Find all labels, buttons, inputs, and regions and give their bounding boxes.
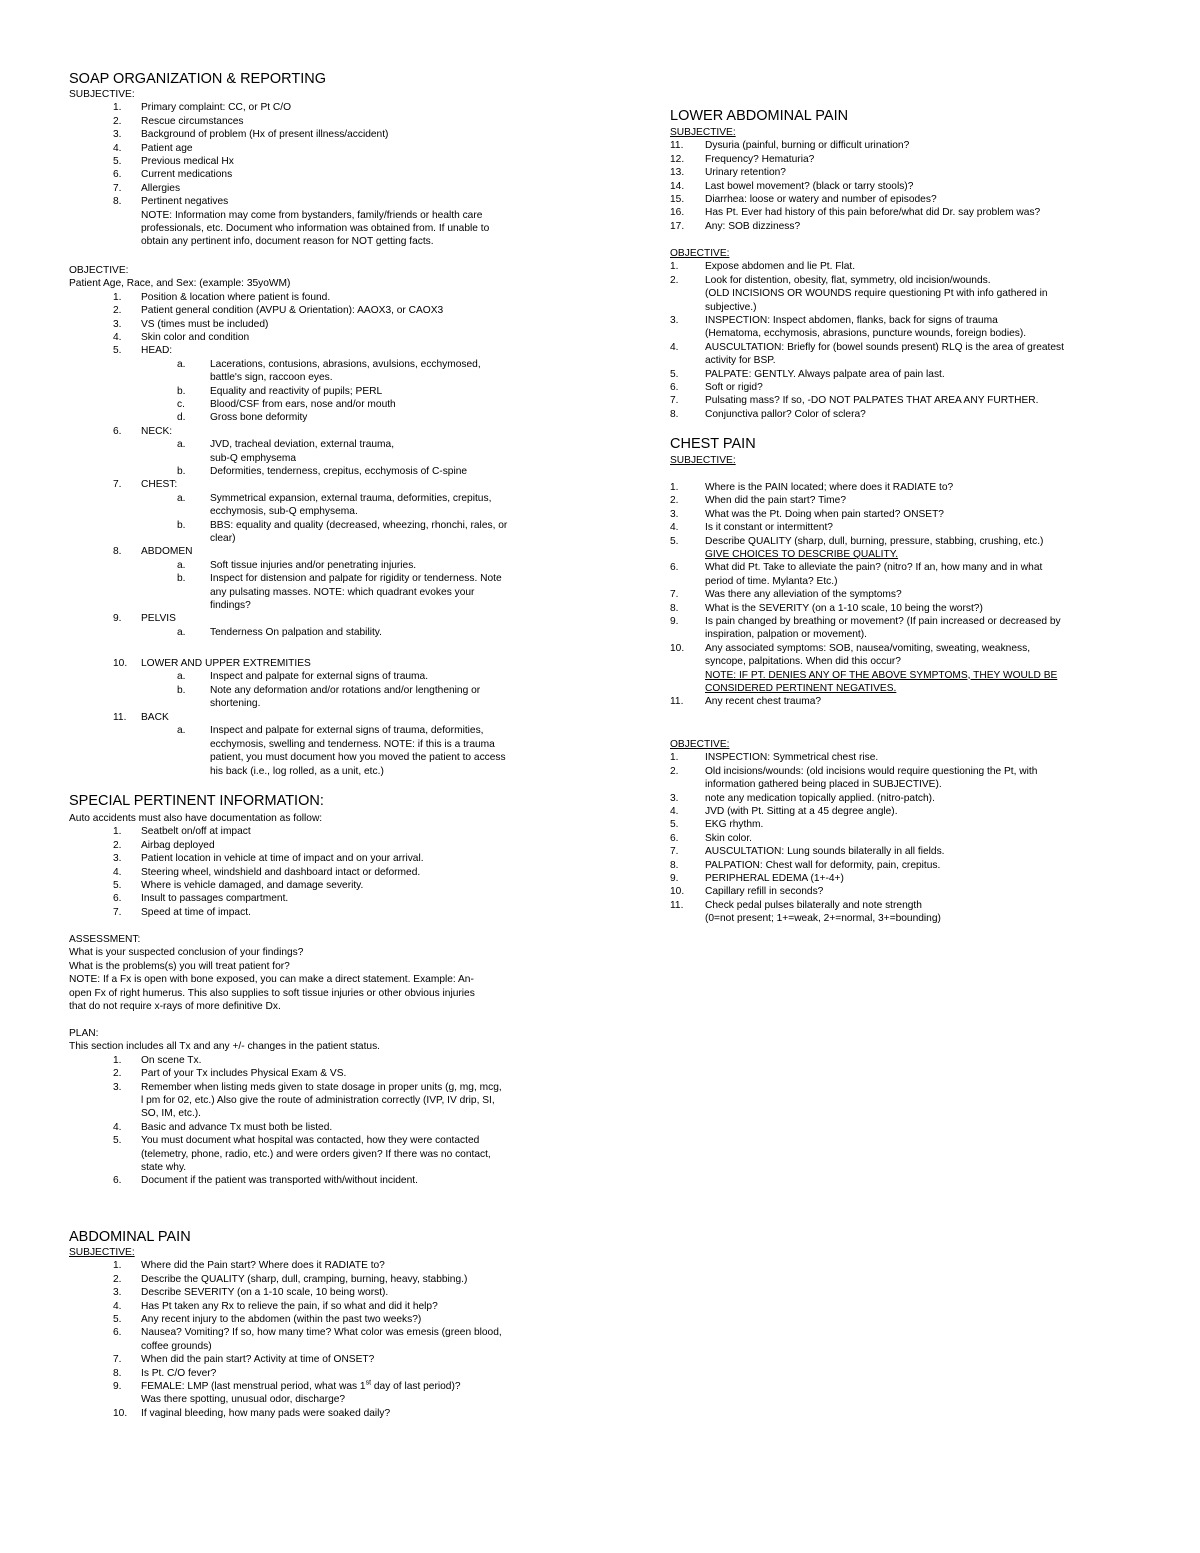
list-item-number: 11. (670, 696, 684, 708)
list-item-number: 10. (113, 1407, 128, 1419)
list-item-text: When did the pain start? Activity at time of ONSET? (141, 1354, 375, 1366)
list-item-text: INSPECTION: Inspect abdomen, flanks, back for signs of trauma (705, 315, 998, 326)
list-item-text: Pulsating mass? If so, -DO NOT PALPATES THAT AREA ANY FURTHER. (705, 395, 1039, 407)
list-item-text: Previous medical Hx (141, 156, 234, 167)
list-item-text: What is the SEVERITY (on a 1-10 scale, 10 being the worst?) (705, 602, 983, 614)
list-item-text: Patient age (141, 142, 193, 154)
sub-item-text: Inspect and palpate for external signs of trauma. (210, 671, 429, 683)
list-item-text: You must document what hospital was contacted, how they were contacted (141, 1135, 480, 1147)
list-item-text: Seatbelt on/off at impact (141, 826, 251, 838)
lmp-text-end: day of last period)? (371, 1381, 461, 1392)
sub-item-text: Symmetrical expansion, external trauma, deformities, crepitus, (210, 492, 492, 504)
list-item-text: SO, IM, etc.). (141, 1108, 202, 1120)
assessment-line: What is the problems(s) you will treat patient for? (69, 960, 290, 972)
list-item-number: 2. (113, 839, 122, 851)
list-item-number: 7. (670, 589, 679, 601)
chest-pain-title: CHEST PAIN (670, 436, 756, 452)
list-item-number: 5. (113, 1314, 122, 1325)
list-item-number: 1. (670, 261, 679, 273)
list-item-text: If vaginal bleeding, how many pads were soaked daily? (141, 1407, 391, 1419)
list-item-number: 7. (670, 395, 679, 407)
list-item-text: Current medications (141, 169, 233, 181)
list-item-text: Urinary retention? (705, 167, 786, 179)
list-item-text: Skin color. (705, 832, 752, 844)
list-item-number: 8. (113, 1367, 122, 1379)
list-item-number: 14. (670, 180, 685, 192)
sub-item-text: Tenderness On palpation and stability. (210, 626, 382, 638)
objective-intro: Patient Age, Race, and Sex: (example: 35yoWM) (69, 278, 291, 290)
list-item-text: Basic and advance Tx must both be listed. (141, 1121, 333, 1133)
list-item-text: Steering wheel, windshield and dashboard intact or deformed. (141, 866, 421, 878)
list-item-text: Frequency? Hematuria? (705, 153, 815, 165)
sub-item-text: clear) (210, 533, 236, 544)
list-item-number: 1. (113, 1260, 122, 1272)
list-item-number: 16. (670, 207, 685, 219)
list-item-text: Allergies (141, 182, 181, 194)
list-item-number: 4. (113, 1121, 122, 1133)
list-item-number: 5. (113, 345, 122, 357)
list-item-text (141, 1380, 461, 1393)
list-item-number: 3. (670, 315, 679, 326)
list-item-text: Part of your Tx includes Physical Exam & VS. (141, 1068, 347, 1080)
list-item-text: subjective.) (705, 301, 757, 313)
section-number: 10. (113, 658, 128, 669)
list-item-number: 7. (113, 1354, 122, 1366)
special-info-title: SPECIAL PERTINENT INFORMATION: (69, 793, 324, 809)
list-item-number: 4. (113, 142, 122, 154)
pertinent-negatives-note: NOTE: IF PT. DENIES ANY OF THE ABOVE SYMPTOMS, THEY WOULD BE (705, 669, 1058, 681)
list-item-number: 4. (670, 341, 679, 353)
sub-item-letter: a. (177, 358, 186, 370)
sub-item-letter: a. (177, 626, 186, 638)
sub-item-letter: a. (177, 671, 186, 683)
list-item-text: PERIPHERAL EDEMA (1+-4+) (705, 873, 844, 884)
list-item-number: 6. (113, 1327, 122, 1339)
list-item-text: Primary complaint: CC, or Pt C/O (141, 102, 292, 114)
list-item-number: 2. (113, 115, 122, 127)
list-item-number: 5. (113, 156, 122, 167)
list-item-text: PALPATE: GENTLY. Always palpate area of pain last. (705, 368, 945, 380)
list-item-number: 4. (670, 522, 679, 534)
sub-item-letter: a. (177, 439, 186, 451)
list-item-number: 4. (670, 806, 679, 817)
list-item-text: Patient location in vehicle at time of impact and on your arrival. (141, 853, 424, 865)
list-item-text: JVD (with Pt. Sitting at a 45 degree angle). (705, 806, 898, 817)
list-item-number: 4. (113, 866, 122, 878)
list-item-text: Skin color and condition (141, 332, 250, 343)
note-line: NOTE: Information may come from bystanders, family/friends or health care (141, 209, 483, 221)
list-item-text: Expose abdomen and lie Pt. Flat. (705, 261, 856, 273)
list-item-text: Was there spotting, unusual odor, discharge? (141, 1394, 346, 1406)
list-item-text: Soft or rigid? (705, 382, 763, 393)
list-item-text: INSPECTION: Symmetrical chest rise. (705, 752, 879, 764)
list-item-text: Pertinent negatives (141, 196, 229, 208)
list-item-number: 3. (113, 1287, 122, 1299)
list-item-number: 9. (670, 873, 679, 884)
list-item-number: 7. (670, 846, 679, 858)
sub-item-text: battle's sign, raccoon eyes. (210, 372, 333, 384)
list-item-number: 6. (113, 1175, 122, 1187)
abdominal-pain-title: ABDOMINAL PAIN (69, 1229, 191, 1245)
list-item-number: 8. (670, 408, 679, 420)
list-item-number: 6. (670, 382, 679, 393)
list-item-number: 15. (670, 194, 685, 205)
list-item-number: 3. (113, 318, 122, 330)
page-title: SOAP ORGANIZATION & REPORTING (69, 71, 327, 87)
lower-abd-subjective-heading: SUBJECTIVE: (670, 127, 736, 138)
list-item-number: 2. (670, 274, 679, 286)
list-item-number: 3. (113, 853, 122, 865)
section-label: LOWER AND UPPER EXTREMITIES (141, 658, 311, 669)
list-item-number: 5. (670, 819, 679, 831)
sub-item-text: any pulsating masses. NOTE: which quadrant evokes your (210, 586, 475, 598)
list-item-text: Diarrhea: loose or watery and number of episodes? (705, 194, 937, 205)
list-item-number: 11. (670, 140, 684, 152)
list-item-text: (telemetry, phone, radio, etc.) and were orders given? If there was no contact, (141, 1148, 491, 1160)
list-item-text: AUSCULTATION: Briefly for (bowel sounds present) RLQ is the area of greatest (705, 341, 1064, 353)
list-item-number: 8. (670, 859, 679, 871)
list-item-text: Document if the patient was transported with/without incident. (141, 1175, 418, 1187)
list-item-number: 6. (113, 893, 122, 905)
section-number: 9. (113, 613, 122, 625)
sub-item-text: his back (i.e., log rolled, as a unit, etc.) (210, 765, 384, 777)
list-item-text: Conjunctiva pallor? Color of sclera? (705, 408, 866, 420)
sub-item-text: findings? (210, 600, 251, 611)
list-item-number: 2. (113, 305, 122, 317)
lower-abdominal-title: LOWER ABDOMINAL PAIN (670, 108, 849, 124)
list-item-text: Last bowel movement? (black or tarry stools)? (705, 180, 914, 192)
abdominal-subjective-heading: SUBJECTIVE: (69, 1247, 135, 1258)
list-item-text: Check pedal pulses bilaterally and note strength (705, 899, 922, 911)
list-item-text: coffee grounds) (141, 1340, 212, 1352)
sub-item-text: ecchymosis, sub-Q emphysema. (210, 506, 358, 518)
sub-item-text: ecchymosis, swelling and tenderness. NOTE: if this is a trauma (210, 738, 495, 750)
list-item-number: 9. (670, 616, 679, 627)
list-item-text: inspiration, palpation or movement). (705, 629, 867, 641)
sub-item-text: Inspect and palpate for external signs of trauma, deformities, (210, 725, 484, 737)
list-item-text: period of time. Mylanta? Etc.) (705, 575, 838, 587)
list-item-text: AUSCULTATION: Lung sounds bilaterally in all fields. (705, 846, 945, 858)
sub-item-text: Gross bone deformity (210, 412, 308, 424)
list-item-number: 5. (670, 368, 679, 380)
list-item-number: 6. (670, 562, 679, 574)
list-item-text: Has Pt taken any Rx to relieve the pain, if so what and did it help? (141, 1300, 438, 1312)
list-item-number: 5. (670, 535, 679, 547)
superscript-st: st (365, 1379, 372, 1387)
list-item-text: VS (times must be included) (141, 318, 269, 330)
assessment-line: that do not require x-rays of more definitive Dx. (69, 1001, 281, 1012)
list-item-text: Where is vehicle damaged, and damage severity. (141, 880, 364, 891)
assessment-line: What is your suspected conclusion of your findings? (69, 947, 304, 959)
list-item-text: (Hematoma, ecchymosis, abrasions, puncture wounds, foreign bodies). (705, 328, 1027, 340)
list-item-number: 2. (113, 1068, 122, 1080)
list-item-number: 6. (670, 832, 679, 844)
list-item-number: 7. (113, 182, 122, 194)
list-item-number: 1. (670, 752, 679, 764)
list-item-text: Was there any alleviation of the symptoms? (705, 589, 902, 601)
sub-item-letter: b. (177, 684, 186, 696)
chest-subjective-heading: SUBJECTIVE: (670, 455, 736, 466)
list-item-number: 8. (670, 602, 679, 614)
plan-heading: PLAN: (69, 1028, 99, 1039)
list-item-text: Look for distention, obesity, flat, symmetry, old incision/wounds. (705, 274, 991, 286)
list-item-number: 1. (113, 826, 122, 838)
sub-item-text: sub-Q emphysema (210, 452, 297, 464)
list-item-text: state why. (141, 1162, 187, 1173)
list-item-text: l pm for 02, etc.) Also give the route of administration correctly (IVP, IV drip, SI, (141, 1095, 495, 1106)
quality-note: GIVE CHOICES TO DESCRIBE QUALITY. (705, 549, 899, 560)
sub-item-text: Blood/CSF from ears, nose and/or mouth (210, 399, 396, 410)
list-item-text: Where is the PAIN located; where does it RADIATE to? (705, 482, 954, 493)
sub-item-letter: b. (177, 573, 186, 585)
list-item-text: Any recent chest trauma? (705, 696, 822, 708)
lower-abd-objective-heading: OBJECTIVE: (670, 248, 730, 259)
list-item-number: 12. (670, 153, 685, 165)
sub-item-letter: b. (177, 385, 186, 397)
lmp-text: FEMALE: LMP (last menstrual period, what was 1 (141, 1381, 366, 1392)
list-item-number: 3. (113, 1081, 122, 1093)
plan-intro: This section includes all Tx and any +/- changes in the patient status. (69, 1041, 380, 1053)
list-item-text: Speed at time of impact. (141, 906, 251, 918)
list-item-text: Remember when listing meds given to state dosage in proper units (g, mg, mcg, (141, 1081, 502, 1093)
list-item-text: Airbag deployed (141, 839, 215, 851)
list-item-number: 3. (670, 508, 679, 520)
list-item-text: What did Pt. Take to alleviate the pain? (nitro? If an, how many and in what (705, 562, 1043, 574)
list-item-number: 5. (113, 880, 122, 891)
section-label: ABDOMEN (141, 546, 193, 558)
section-number: 6. (113, 425, 122, 437)
list-item-text: PALPATION: Chest wall for deformity, pain, crepitus. (705, 859, 941, 871)
list-item-text: Any recent injury to the abdomen (within the past two weeks?) (141, 1314, 422, 1325)
sub-item-text: JVD, tracheal deviation, external trauma, (210, 439, 395, 451)
list-item-number: 17. (670, 220, 685, 232)
list-item-number: 1. (113, 291, 122, 303)
list-item-number: 13. (670, 167, 685, 179)
list-item-number: 10. (670, 642, 685, 654)
sub-item-text: Lacerations, contusions, abrasions, avulsions, ecchymosed, (210, 358, 481, 370)
chest-objective-heading: OBJECTIVE: (670, 739, 730, 750)
sub-item-letter: b. (177, 519, 186, 531)
note-line: professionals, etc. Document who information was obtained from. If unable to (141, 223, 490, 234)
sub-item-text: patient, you must document how you moved the patient to access (210, 752, 506, 764)
section-label: BACK (141, 712, 169, 723)
assessment-line: open Fx of right humerus. This also supplies to soft tissue injuries or other obvious injuries (69, 987, 475, 999)
sub-item-letter: a. (177, 492, 186, 504)
list-item-text: note any medication topically applied. (nitro-patch). (705, 792, 935, 804)
list-item-text: Describe QUALITY (sharp, dull, burning, pressure, stabbing, crushing, etc.) (705, 535, 1044, 547)
list-item-number: 4. (113, 332, 122, 343)
list-item-text: When did the pain start? Time? (705, 495, 847, 507)
list-item-number: 1. (113, 102, 122, 114)
pertinent-negatives-note: CONSIDERED PERTINENT NEGATIVES. (705, 683, 897, 694)
list-item-text: Background of problem (Hx of present illness/accident) (141, 129, 389, 141)
list-item-number: 2. (670, 495, 679, 507)
list-item-text: Insult to passages compartment. (141, 893, 289, 905)
list-item-text: Nausea? Vomiting? If so, how many time? What color was emesis (green blood, (141, 1327, 502, 1339)
list-item-text: Patient general condition (AVPU & Orientation): AAOX3, or CAOX3 (141, 305, 444, 317)
list-item-number: 4. (113, 1300, 122, 1312)
section-number: 8. (113, 546, 122, 558)
list-item-number: 1. (670, 482, 679, 493)
sub-item-text: Deformities, tenderness, crepitus, ecchymosis of C-spine (210, 466, 468, 477)
subjective-heading: SUBJECTIVE: (69, 89, 135, 100)
list-item-text: On scene Tx. (141, 1054, 202, 1066)
sub-item-letter: b. (177, 466, 186, 477)
objective-heading: OBJECTIVE: (69, 265, 129, 276)
list-item-text: HEAD: (141, 345, 173, 357)
list-item-number: 2. (670, 765, 679, 777)
section-label: CHEST: (141, 479, 178, 491)
sub-item-letter: d. (177, 412, 186, 424)
section-label: PELVIS (141, 613, 176, 625)
list-item-text: Rescue circumstances (141, 115, 244, 127)
list-item-number: 3. (113, 129, 122, 141)
list-item-number: 7. (113, 906, 122, 918)
note-line: obtain any pertinent info, document reason for NOT getting facts. (141, 236, 434, 248)
list-item-text: Describe the QUALITY (sharp, dull, cramping, burning, heavy, stabbing.) (141, 1273, 468, 1285)
list-item-text: What was the Pt. Doing when pain started? ONSET? (705, 508, 944, 520)
list-item-text: EKG rhythm. (705, 819, 764, 831)
section-label: NECK: (141, 425, 173, 437)
list-item-text: (0=not present; 1+=weak, 2+=normal, 3+=bounding) (705, 913, 941, 925)
section-number: 11. (113, 712, 127, 723)
list-item-text: Is Pt. C/O fever? (141, 1367, 217, 1379)
list-item-text: Any: SOB dizziness? (705, 220, 801, 232)
list-item-text: Is pain changed by breathing or movement? (If pain increased or decreased by (705, 616, 1061, 627)
list-item-number: 6. (113, 169, 122, 181)
sub-item-letter: c. (177, 399, 185, 410)
list-item-number: 11. (670, 899, 684, 911)
list-item-text: syncope, palpitations. When did this occur? (705, 656, 901, 668)
list-item-text: Capillary refill in seconds? (705, 886, 824, 898)
list-item-text: Describe SEVERITY (on a 1-10 scale, 10 being worst). (141, 1287, 389, 1299)
list-item-number: 9. (113, 1381, 122, 1392)
list-item-number: 10. (670, 886, 685, 898)
special-intro: Auto accidents must also have documentation as follow: (69, 813, 323, 824)
sub-item-text: Equality and reactivity of pupils; PERL (210, 385, 383, 397)
list-item-text: (OLD INCISIONS OR WOUNDS require questioning Pt with info gathered in (705, 288, 1048, 300)
list-item-text: Has Pt. Ever had history of this pain before/what did Dr. say problem was? (705, 207, 1041, 219)
list-item-text: Dysuria (painful, burning or difficult urination? (705, 140, 910, 152)
section-number: 7. (113, 479, 122, 491)
sub-item-letter: a. (177, 559, 186, 571)
list-item-text: information gathered being placed in SUBJECTIVE). (705, 779, 942, 791)
list-item-number: 1. (113, 1054, 122, 1066)
sub-item-letter: a. (177, 725, 186, 737)
list-item-number: 8. (113, 196, 122, 208)
list-item-text: Old incisions/wounds: (old incisions would require questioning the Pt, with (705, 765, 1038, 777)
assessment-heading: ASSESSMENT: (69, 934, 141, 945)
sub-item-text: Soft tissue injuries and/or penetrating injuries. (210, 559, 417, 571)
assessment-line: NOTE: If a Fx is open with bone exposed, you can make a direct statement. Example: An- (69, 974, 474, 986)
sub-item-text: Note any deformation and/or rotations and/or lengthening or (210, 684, 481, 696)
list-item-text: Is it constant or intermittent? (705, 522, 833, 534)
sub-item-text: Inspect for distension and palpate for rigidity or tenderness. Note (210, 573, 502, 585)
sub-item-text: shortening. (210, 698, 261, 710)
list-item-text: activity for BSP. (705, 355, 776, 367)
list-item-number: 2. (113, 1273, 122, 1285)
list-item-text: Any associated symptoms: SOB, nausea/vomiting, sweating, weakness, (705, 642, 1031, 654)
list-item-text: Where did the Pain start? Where does it RADIATE to? (141, 1260, 385, 1272)
list-item-text: Position & location where patient is found. (141, 291, 331, 303)
list-item-number: 3. (670, 792, 679, 804)
list-item-number: 5. (113, 1135, 122, 1147)
sub-item-text: BBS: equality and quality (decreased, wheezing, rhonchi, rales, or (210, 519, 508, 531)
